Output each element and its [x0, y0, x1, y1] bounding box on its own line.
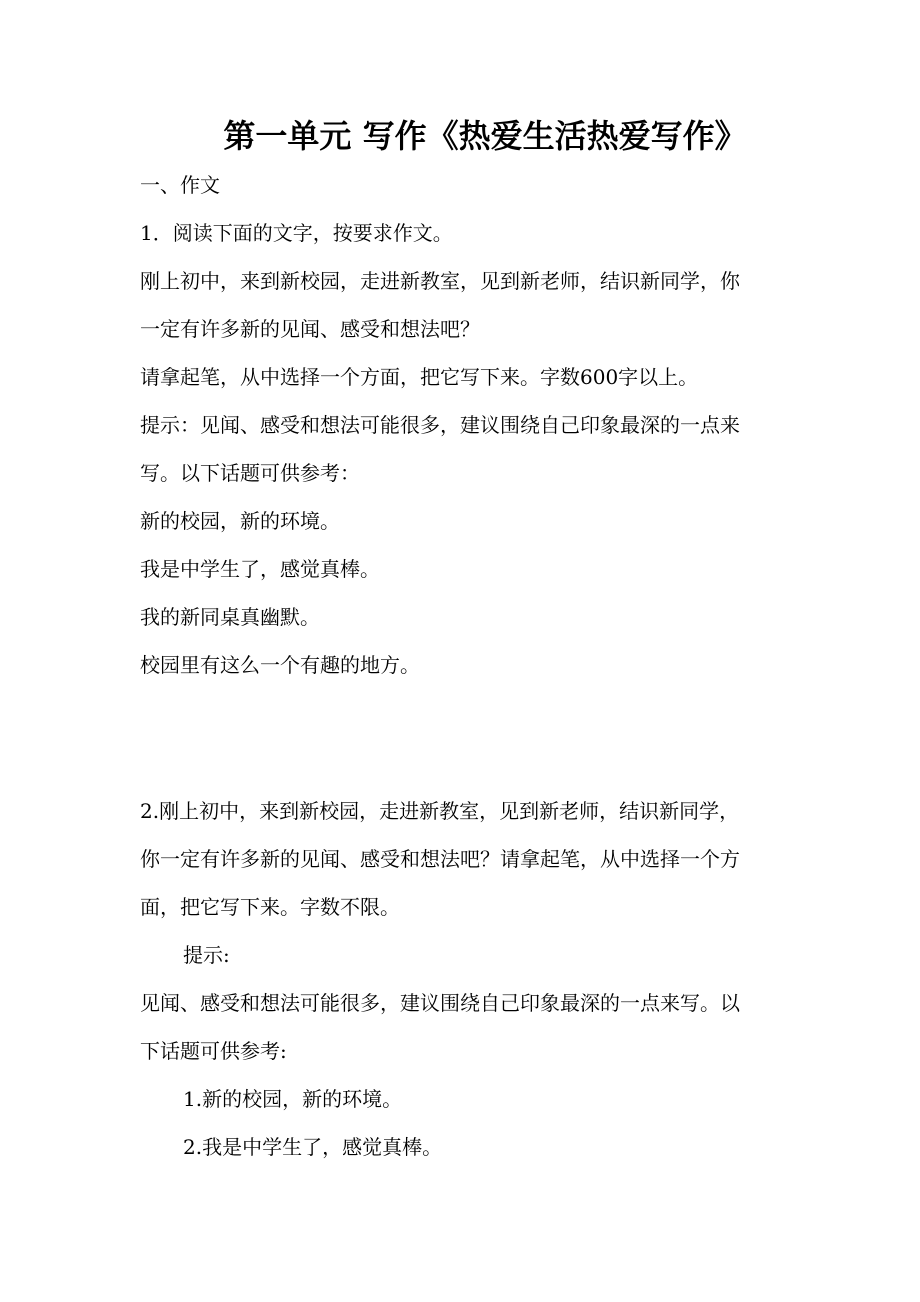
q1-hint-line: 提示：见闻、感受和想法可能很多，建议围绕自己印象最深的一点来 [140, 413, 740, 437]
q2-topic-item: 2.我是中学生了，感觉真棒。 [183, 1135, 443, 1159]
q1-topic-item: 校园里有这么一个有趣的地方。 [140, 653, 420, 677]
q2-topic-item: 1.新的校园，新的环境。 [183, 1087, 403, 1111]
q2-hint-line: 下话题可供参考: [140, 1039, 287, 1063]
q1-topic-item: 我的新同桌真幽默。 [140, 605, 320, 629]
q2-paragraph-line: 2.刚上初中，来到新校园，走进新教室，见到新老师，结识新同学， [140, 799, 740, 823]
q1-paragraph-line: 一定有许多新的见闻、感受和想法吧？ [140, 317, 480, 341]
q1-paragraph-line: 刚上初中，来到新校园，走进新教室，见到新老师，结识新同学，你 [140, 269, 740, 293]
document-title: 第一单元 写作《热爱生活热爱写作》 [223, 117, 747, 155]
q2-paragraph-line: 面，把它写下来。字数不限。 [140, 895, 400, 919]
section-heading: 一、作文 [140, 173, 220, 197]
q2-hint-label: 提示: [183, 943, 230, 967]
q2-paragraph-line: 你一定有许多新的见闻、感受和想法吧？请拿起笔，从中选择一个方 [140, 847, 740, 871]
q1-requirement: 请拿起笔，从中选择一个方面，把它写下来。字数600字以上。 [140, 365, 699, 389]
q1-hint-line: 写。以下话题可供参考： [140, 461, 360, 485]
q1-topic-item: 新的校园，新的环境。 [140, 509, 340, 533]
q1-topic-item: 我是中学生了，感觉真棒。 [140, 557, 380, 581]
q1-prompt: 1．阅读下面的文字，按要求作文。 [140, 221, 453, 245]
q2-hint-line: 见闻、感受和想法可能很多，建议围绕自己印象最深的一点来写。以 [140, 991, 740, 1015]
